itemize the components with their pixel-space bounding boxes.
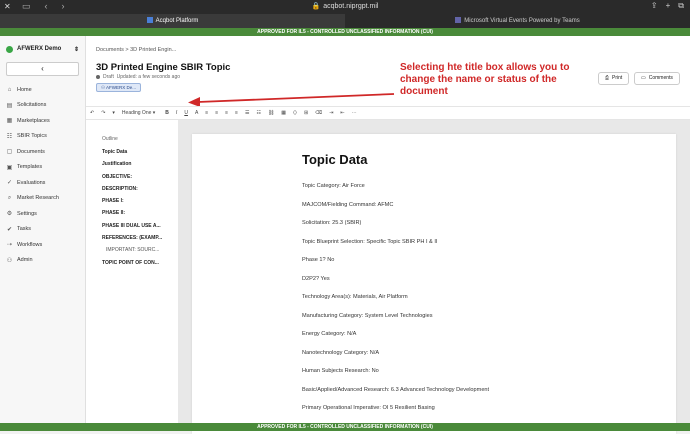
outline-item[interactable]: DESCRIPTION: xyxy=(102,185,138,192)
browser-chrome xyxy=(0,0,690,28)
acqbot-favicon-icon xyxy=(147,17,153,23)
document-paragraph[interactable]: D2P2? Yes xyxy=(302,275,330,282)
new-tab-icon[interactable]: + xyxy=(665,1,671,10)
workflow-icon: ⇢ xyxy=(6,242,13,249)
more-icon[interactable]: ⋯ xyxy=(351,110,357,116)
template-icon: ▣ xyxy=(6,164,13,171)
align-right-icon[interactable]: ≡ xyxy=(225,110,229,116)
teams-favicon-icon xyxy=(455,17,461,23)
check-icon: ✓ xyxy=(6,180,13,187)
workspace-chip[interactable]: ⚇ AFWERX De... xyxy=(96,83,141,92)
numbered-list-icon[interactable]: ☷ xyxy=(256,110,261,116)
document-heading[interactable]: Topic Data xyxy=(302,152,368,167)
document-paragraph[interactable]: Topic Blueprint Selection: Specific Topic SBIR PH I & II xyxy=(302,238,438,245)
sidebar-item-templates[interactable]: ▣ Templates xyxy=(6,164,43,171)
document-title[interactable]: 3D Printed Engine SBIR Topic xyxy=(96,62,231,73)
outdent-icon[interactable]: ⇤ xyxy=(340,110,345,116)
sidebar-item-settings[interactable]: ⚙ Settings xyxy=(6,210,37,218)
tab-acqbot[interactable]: Acqbot Platform xyxy=(0,14,345,28)
admin-icon: ⚇ xyxy=(6,257,13,264)
forward-icon[interactable]: › xyxy=(61,1,73,11)
document-paragraph[interactable]: Basic/Applied/Advanced Research: 6.3 Advanced Technology Development xyxy=(302,386,490,393)
chevron-left-icon: ‹ xyxy=(41,64,44,73)
sidebar-toggle-icon[interactable]: ▭ xyxy=(22,1,39,11)
indent-icon[interactable]: ⇥ xyxy=(329,110,334,116)
status-dot-icon xyxy=(96,75,100,79)
sidebar-item-solicitations[interactable]: ▤ Solicitations xyxy=(6,102,47,109)
outline-item[interactable]: IMPORTANT: SOURC... xyxy=(106,247,160,254)
print-button[interactable]: ⎙ Print xyxy=(598,72,629,85)
breadcrumb-separator: > xyxy=(125,47,131,53)
document-canvas xyxy=(178,120,690,423)
annotation-arrow-icon xyxy=(186,88,396,108)
outline-item[interactable]: TOPIC POINT OF CON... xyxy=(102,259,159,266)
text-style-select[interactable]: Heading One ▾ xyxy=(121,110,156,116)
tasks-icon: ✔ xyxy=(6,226,13,233)
workspace-name: AFWERX Demo xyxy=(17,46,62,52)
sidebar-item-documents[interactable]: ▢ Documents xyxy=(6,148,45,156)
insert-icon[interactable]: ⊞ xyxy=(303,110,309,116)
justify-icon[interactable]: ≡ xyxy=(235,110,238,116)
chevron-updown-icon: ⇕ xyxy=(73,46,79,53)
sidebar-item-home[interactable]: ⌂ Home xyxy=(7,86,32,93)
bullet-list-icon[interactable]: ☰ xyxy=(244,110,250,116)
document-paragraph[interactable]: Nanotechnology Category: N/A xyxy=(302,349,380,356)
address-text: acqbot.niprgpt.mil xyxy=(323,3,379,10)
document-page[interactable] xyxy=(192,134,676,434)
file-icon: ▢ xyxy=(6,149,13,156)
text-color-icon[interactable]: A xyxy=(194,110,199,116)
outline-item[interactable]: REFERENCES: (EXAMP... xyxy=(102,235,163,242)
document-paragraph[interactable]: MAJCOM/Fielding Command: AFMC xyxy=(302,201,394,208)
breadcrumb xyxy=(96,47,176,53)
outline-item[interactable]: Topic Data xyxy=(102,149,128,155)
document-outline xyxy=(102,136,168,272)
sidebar-item-workflows[interactable]: ⇢ Workflows xyxy=(6,241,43,249)
code-icon[interactable]: ⟨⟩ xyxy=(293,110,297,116)
workspace-logo-icon xyxy=(6,46,13,53)
tab-overview-icon[interactable]: ⧉ xyxy=(678,1,684,10)
document-icon: ▤ xyxy=(6,102,13,109)
italic-icon[interactable]: I xyxy=(175,110,178,116)
document-paragraph[interactable]: Human Subjects Research: No xyxy=(302,368,379,374)
main-content xyxy=(86,36,690,423)
cui-banner-top: APPROVED FOR IL5 - CONTROLLED UNCLASSIFIED INFORMATION (CUI) xyxy=(0,28,690,36)
editor-toolbar xyxy=(86,106,690,120)
collapse-sidebar-button[interactable] xyxy=(6,62,79,76)
align-left-icon[interactable]: ≡ xyxy=(205,110,209,116)
sidebar-item-sbir-topics[interactable]: ☷ SBIR Topics xyxy=(6,133,47,140)
comment-icon: ▭ xyxy=(641,75,646,81)
undo-icon[interactable]: ↶ xyxy=(90,110,95,116)
sidebar-item-tasks[interactable]: ✔ Tasks xyxy=(6,226,32,233)
printer-icon: ⎙ xyxy=(605,75,610,81)
address-bar[interactable] xyxy=(312,2,379,10)
gear-icon: ⚙ xyxy=(6,211,13,218)
outline-item[interactable]: PHASE I: xyxy=(102,198,124,205)
sidebar-item-evaluations[interactable]: ✓ Evaluations xyxy=(6,179,46,187)
home-icon: ⌂ xyxy=(7,86,12,93)
tab-teams-events[interactable]: Microsoft Virtual Events Powered by Teams xyxy=(345,14,690,28)
outline-heading: Outline xyxy=(102,136,118,142)
document-status[interactable] xyxy=(96,74,180,80)
align-center-icon[interactable]: ≡ xyxy=(215,110,219,116)
outline-item[interactable]: Justification xyxy=(102,161,132,168)
outline-item[interactable]: PHASE II: xyxy=(102,210,126,217)
status-label: Draft xyxy=(103,74,114,80)
document-paragraph[interactable]: Topic Category: Air Force xyxy=(302,183,365,189)
redo-icon[interactable]: ↷ xyxy=(101,110,106,116)
link-icon[interactable]: ⛓ xyxy=(267,110,275,116)
document-paragraph[interactable]: Technology Area(s): Materials, Air Platform xyxy=(302,294,408,300)
sidebar xyxy=(0,36,86,423)
outline-item[interactable]: OBJECTIVE: xyxy=(102,173,133,180)
sidebar-item-marketplaces[interactable]: ▦ Marketplaces xyxy=(6,117,50,125)
cui-banner-bottom: APPROVED FOR IL5 - CONTROLLED UNCLASSIFIED INFORMATION (CUI) xyxy=(0,423,690,431)
share-icon[interactable]: ⇪ xyxy=(650,1,658,10)
breadcrumb-current: 3D Printed Engin... xyxy=(130,47,177,53)
document-paragraph[interactable]: Manufacturing Category: System Level Technologies xyxy=(302,312,433,319)
topics-icon: ☷ xyxy=(6,133,13,140)
store-icon: ▦ xyxy=(6,118,13,125)
workspace-switcher[interactable] xyxy=(0,36,85,62)
table-icon[interactable]: ▦ xyxy=(281,110,287,116)
sidebar-item-market-research[interactable]: ⌕ Market Research xyxy=(7,194,59,202)
search-icon: ⌕ xyxy=(7,194,12,201)
document-paragraph[interactable]: Primary Operational Imperative: OI 5 Resilient Basing xyxy=(302,405,435,411)
sidebar-item-admin[interactable]: ⚇ Admin xyxy=(6,257,33,264)
comments-button[interactable]: ▭ Comments xyxy=(634,72,680,85)
breadcrumb-documents[interactable]: Documents xyxy=(96,47,124,53)
underline-icon[interactable]: U xyxy=(184,110,188,116)
document-paragraph[interactable]: Solicitation: 25.3 (SBIR) xyxy=(302,220,362,226)
tab-bar xyxy=(0,14,690,28)
document-paragraph[interactable]: Phase 1? No xyxy=(302,257,335,263)
updated-time: Updated: a few seconds ago xyxy=(116,74,181,80)
users-icon: ⚇ xyxy=(101,85,107,90)
clear-format-icon[interactable]: ⌫ xyxy=(315,110,323,116)
document-paragraph[interactable]: Energy Category: N/A xyxy=(302,331,357,337)
lock-icon: 🔒 xyxy=(311,3,321,10)
annotation-callout: Selecting hte title box allows you to change the name or status of the document xyxy=(400,62,570,97)
style-selector-icon[interactable]: ▾ xyxy=(112,110,115,116)
back-icon[interactable]: ‹ xyxy=(44,1,56,11)
outline-item[interactable]: PHASE III DUAL USE A... xyxy=(102,222,161,229)
close-window-icon[interactable]: ✕ xyxy=(4,2,11,11)
bold-icon[interactable]: B xyxy=(165,110,169,116)
